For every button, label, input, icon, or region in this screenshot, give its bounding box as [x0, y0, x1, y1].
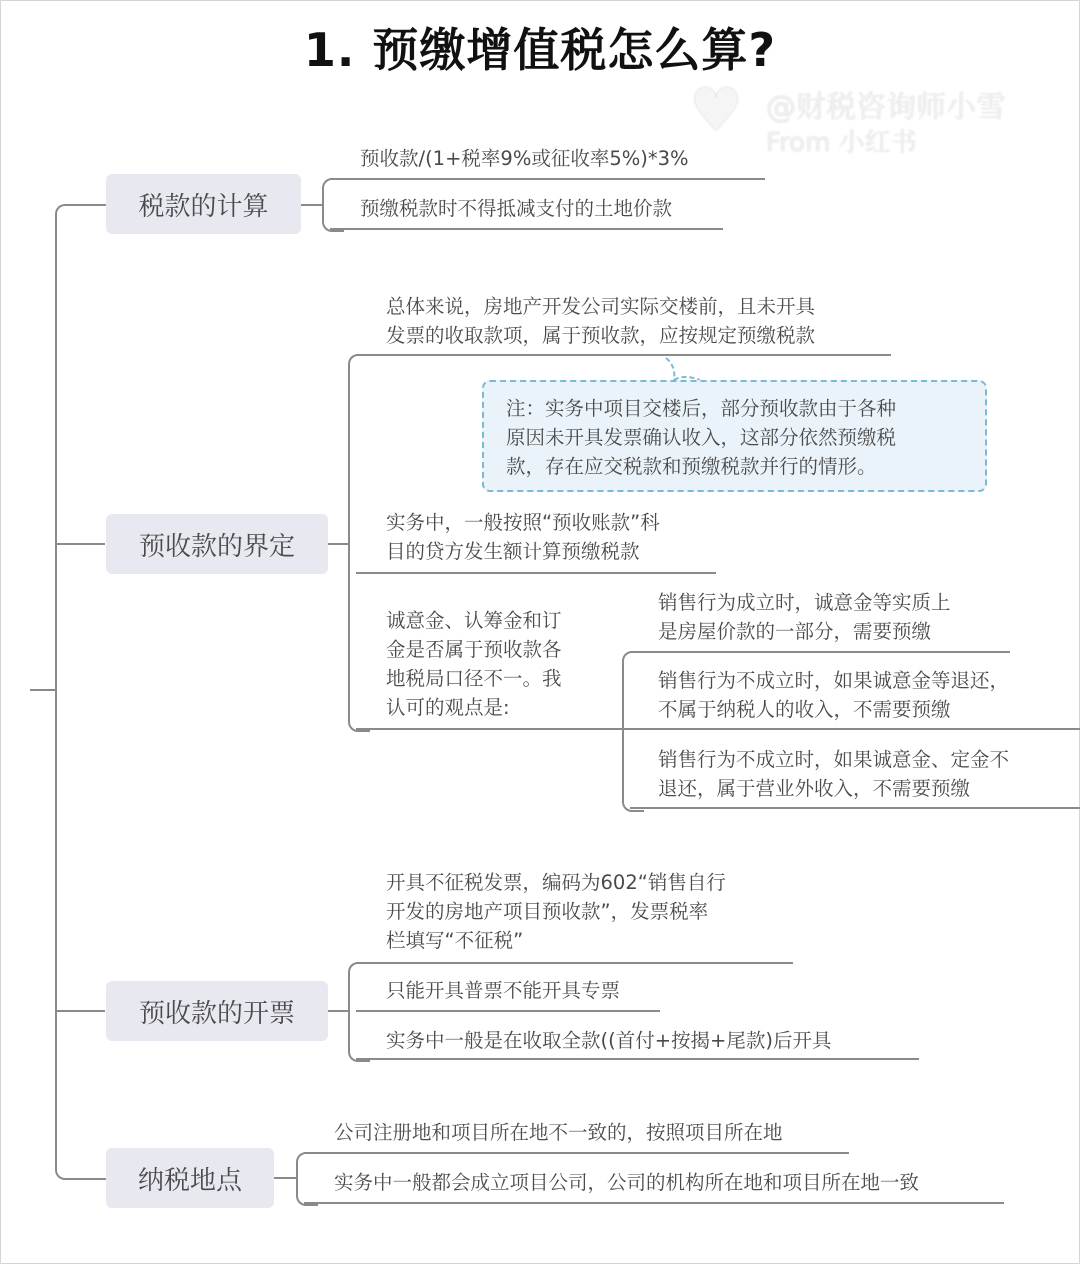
spine-branch-3 — [57, 1010, 105, 1012]
leaf-underline — [330, 178, 765, 180]
spine-bottom — [55, 689, 107, 1180]
branch-label: 税款的计算 — [138, 191, 269, 222]
leaf-underline — [356, 728, 1080, 730]
heart-icon: ♥ — [690, 76, 742, 144]
sub-bracket — [622, 651, 644, 812]
connector — [301, 204, 323, 206]
bracket — [348, 962, 370, 1062]
leaf-underline — [304, 1152, 849, 1154]
leaf-invoice-after-full-payment: 实务中一般是在收取全款((首付+按揭+尾款)后开具 — [386, 1029, 832, 1052]
sub-leaf-underline — [630, 807, 1080, 809]
leaf-ordinary-invoice-only: 只能开具普票不能开具专票 — [386, 979, 621, 1002]
sub-leaf-not-refunded: 销售行为不成立时，如果诚意金、定金不 退还，属于营业外收入，不需要预缴 — [658, 748, 1010, 800]
bracket — [296, 1152, 318, 1206]
sub-leaf-refunded: 销售行为不成立时，如果诚意金等退还， 不属于纳税人的收入，不需要预缴 — [658, 669, 1010, 721]
bracket — [348, 354, 370, 732]
branch-node-tax-location[interactable] — [106, 1148, 274, 1208]
leaf-underline — [356, 1010, 660, 1012]
connector — [328, 543, 350, 545]
leaf-underline — [356, 962, 793, 964]
note-text: 注：实务中项目交楼后，部分预收款由于各种 原因未开具发票确认收入，这部分依然预缴税 款，存在应交税款和预缴税款并行的情形。 — [506, 397, 897, 478]
page-title: 1. 预缴增值税怎么算? — [303, 23, 777, 77]
leaf-project-location: 公司注册地和项目所在地不一致的，按照项目所在地 — [334, 1121, 783, 1144]
leaf-deposit-question: 诚意金、认筹金和订 金是否属于预收款各 地税局口径不一。我 认可的观点是: — [386, 609, 562, 719]
leaf-formula: 预收款/(1+税率9%或征收率5%)*3% — [360, 147, 689, 170]
leaf-accounting-practice: 实务中，一般按照“预收账款”科 目的贷方发生额计算预缴税款 — [386, 511, 660, 563]
leaf-underline — [356, 354, 891, 356]
leaf-underline — [356, 1058, 919, 1060]
spine-top — [55, 204, 107, 692]
spine-branch-2 — [57, 543, 105, 545]
branch-label: 纳税地点 — [137, 1165, 242, 1196]
watermark — [690, 78, 1070, 158]
leaf-underline — [356, 572, 716, 574]
leaf-underline — [304, 1202, 1004, 1204]
branch-node-advance-invoicing[interactable] — [106, 981, 328, 1041]
note-callout — [482, 380, 987, 492]
leaf-underline — [330, 228, 723, 230]
leaf-non-taxable-invoice: 开具不征税发票，编码为602“销售自行 开发的房地产项目预收款”，发票税率 栏填写“不征税” — [386, 871, 726, 952]
sub-leaf-underline — [630, 651, 1010, 653]
root-stub — [30, 689, 56, 691]
watermark-author: @财税咨询师小雪 — [766, 90, 1006, 125]
leaf-project-company: 实务中一般都会成立项目公司，公司的机构所在地和项目所在地一致 — [334, 1171, 920, 1194]
watermark-source: From 小红书 — [766, 128, 917, 158]
branch-label: 预收款的界定 — [138, 531, 295, 562]
leaf-no-land-deduction: 预缴税款时不得抵减支付的土地价款 — [360, 197, 673, 220]
branch-label: 预收款的开票 — [138, 998, 295, 1029]
branch-node-tax-calculation[interactable] — [106, 174, 301, 234]
connector — [328, 1010, 350, 1012]
leaf-general-definition: 总体来说，房地产开发公司实际交楼前，且未开具 发票的收取款项，属于预收款，应按规定预缴税款 — [386, 295, 816, 347]
sub-leaf-sale-established: 销售行为成立时，诚意金等实质上 是房屋价款的一部分，需要预缴 — [658, 591, 951, 643]
branch-node-advance-definition[interactable] — [106, 514, 328, 574]
connector — [274, 1177, 298, 1179]
bracket — [322, 178, 344, 232]
note-pointer — [660, 356, 710, 382]
